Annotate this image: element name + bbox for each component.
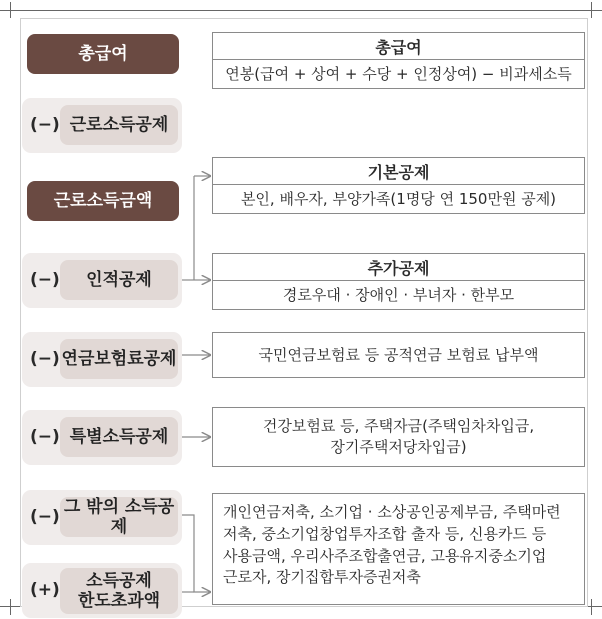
minus-sign: (−)	[30, 115, 60, 135]
gross-pay-label: 총급여	[78, 43, 128, 64]
basic-deduction-box-title: 기본공제	[213, 158, 584, 185]
gross-pay-box-title: 총급여	[213, 33, 584, 60]
special-box-line: 장기주택저당차입금)	[330, 438, 467, 456]
earned-income-deduction-label: 근로소득공제	[69, 114, 169, 135]
limit-excess-label: 소득공제	[86, 570, 152, 591]
basic-deduction-box-body: 본인, 배우자, 부양가족(1명당 연 150만원 공제)	[240, 190, 557, 209]
other-box-line: 근로자, 장기집합투자증권저축	[223, 568, 421, 587]
pension-insurance-deduction-label: 연금보험료공제	[61, 348, 177, 369]
earned-income-amount-label: 근로소득금액	[53, 190, 153, 211]
minus-sign: (−)	[30, 349, 60, 369]
plus-sign: (+)	[30, 580, 60, 600]
personal-deduction-label: 인적공제	[86, 269, 152, 290]
additional-deduction-box-title: 추가공제	[213, 254, 584, 281]
special-box-line: 건강보험료 등, 주택자금(주택임차차입금,	[262, 417, 535, 435]
additional-deduction-box-body: 경로우대 · 장애인 · 부녀자 · 한부모	[282, 286, 515, 305]
gross-pay-box-body: 연봉(급여 + 상여 + 수당 + 인정상여) − 비과세소득	[225, 65, 572, 84]
minus-sign: (−)	[30, 427, 60, 447]
limit-excess-label: 한도초과액	[77, 591, 161, 611]
pension-box-text: 국민연금보험료 등 공적연금 보험료 납부액	[258, 345, 539, 364]
arrow-other	[182, 515, 210, 592]
other-box-line: 개인연금저축, 소기업 · 소상공인공제부금, 주택마련	[223, 503, 561, 521]
other-box-line: 저축, 중소기업창업투자조합 출자 등, 신용카드 등	[223, 524, 547, 543]
other-box-line: 사용금액, 우리사주조합출연금, 고용유지중소기업	[223, 546, 547, 565]
other-income-deduction-label: 그 밖의 소득공제	[63, 496, 175, 537]
minus-sign: (−)	[30, 507, 60, 527]
minus-sign: (−)	[30, 270, 60, 290]
special-income-deduction-label: 특별소득공제	[69, 426, 169, 447]
